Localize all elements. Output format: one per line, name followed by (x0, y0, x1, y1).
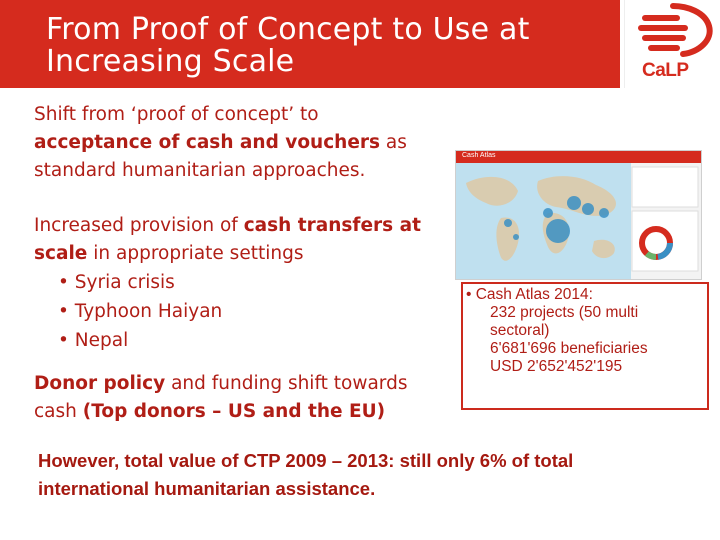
atlas-projects: 232 projects (50 multi (490, 304, 639, 321)
cash-atlas-stats (466, 286, 648, 376)
para3-bold: Donor policy (34, 373, 166, 394)
screenshot-brand: Cash Atlas (462, 152, 496, 159)
cash-atlas-screenshot (455, 150, 702, 280)
para2-suffix: in appropriate settings (93, 243, 304, 264)
list-item: • Nepal (58, 326, 222, 355)
atlas-usd: USD 2'652'452'195 (490, 358, 623, 375)
hand-icon (625, 0, 720, 60)
world-map-image (456, 163, 701, 279)
list-item: • Typhoon Haiyan (58, 297, 222, 326)
logo-text: CaLP (642, 60, 689, 81)
paragraph-increase (34, 212, 434, 268)
screenshot-toolbar (456, 151, 701, 163)
para3-middle: and funding shift towards cash (34, 373, 408, 422)
title-line-2: Increasing Scale (46, 44, 295, 79)
footer-line-1: However, total value of CTP 2009 – 2013: still only 6% of total (38, 450, 574, 471)
para2-bold: cash transfers at scale (34, 215, 421, 264)
para2-prefix: Increased provision of (34, 215, 238, 236)
para3-bold2: (Top donors – US and the EU) (82, 401, 386, 422)
crisis-list (58, 268, 222, 355)
title-banner (0, 0, 620, 88)
page-title (46, 14, 530, 78)
para1-prefix: Shift from ‘proof of concept’ to (34, 104, 319, 125)
title-line-1: From Proof of Concept to Use at (46, 12, 530, 47)
footer-line-2: international humanitarian assistance. (38, 478, 376, 499)
paragraph-donor (34, 370, 434, 426)
atlas-heading: • Cash Atlas 2014: (466, 286, 593, 303)
para1-bold: acceptance of cash and vouchers (34, 132, 381, 153)
paragraph-shift (34, 101, 434, 185)
list-item: • Syria crisis (58, 268, 222, 297)
atlas-sectoral: sectoral) (490, 322, 550, 339)
atlas-beneficiaries: 6'681'696 beneficiaries (490, 340, 648, 357)
para1-suffix: as standard humanitarian approaches. (34, 132, 407, 181)
footer-statement (38, 447, 573, 503)
